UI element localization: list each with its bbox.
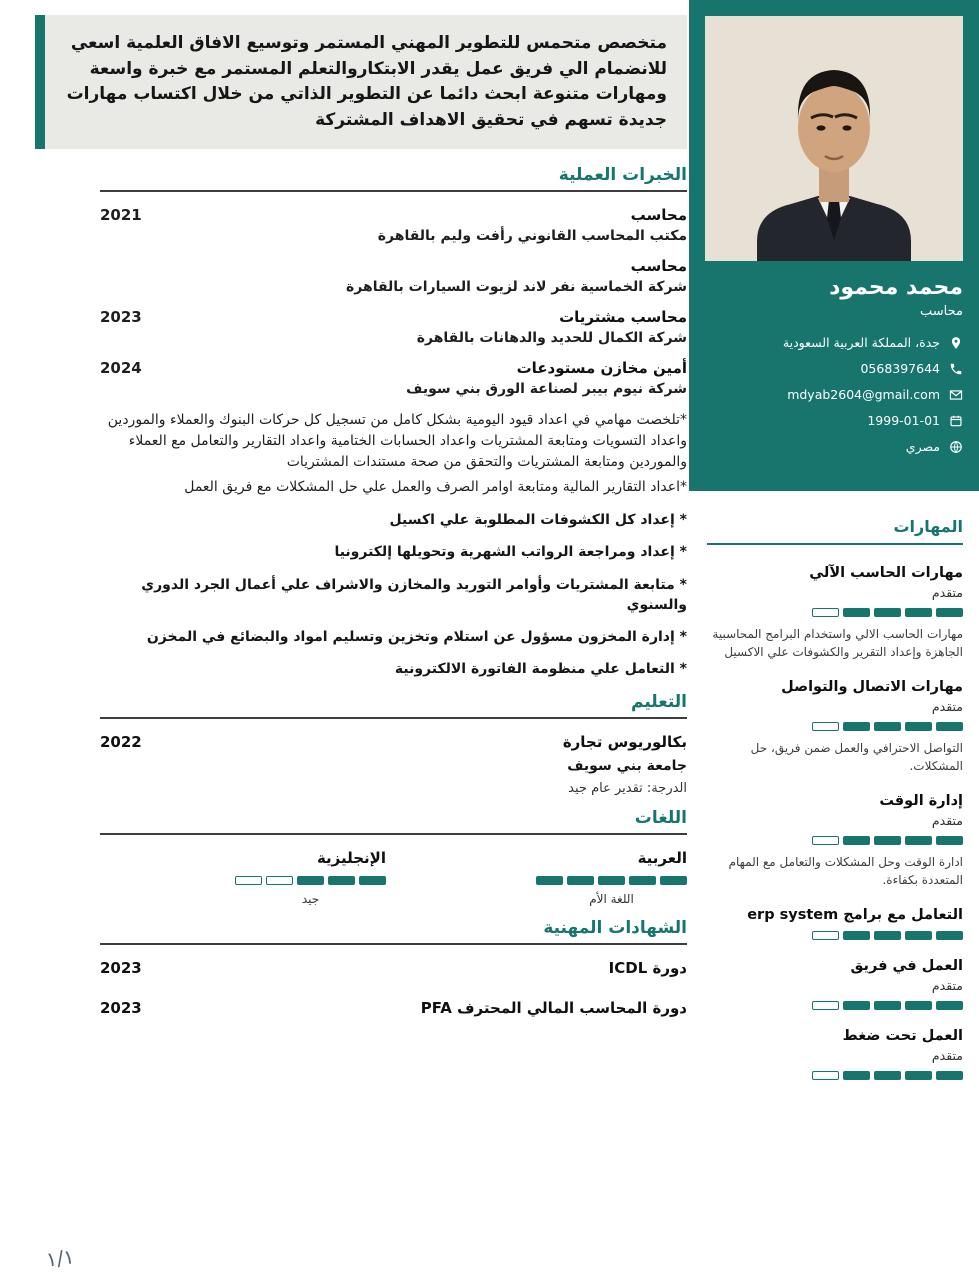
section-divider — [100, 943, 687, 945]
certificate-row — [100, 959, 687, 977]
education-header: التعليم — [631, 691, 687, 712]
phone-icon — [949, 362, 963, 376]
bullet-item: * إعداد ومراجعة الرواتب الشهرية وتحويلها إلكترونيا — [334, 544, 687, 561]
summary-accent-strip — [35, 15, 45, 149]
profile-photo — [705, 16, 963, 261]
person-name: محمد محمود — [829, 275, 963, 300]
skills-divider — [707, 543, 963, 545]
contact-birthdate-value: 1999-01-01 — [867, 413, 940, 428]
skill-item — [707, 793, 963, 889]
level-bar-segment — [660, 876, 687, 885]
main-content — [100, 165, 687, 1017]
skill-level-bar — [707, 1071, 963, 1080]
language-name: الإنجليزية — [316, 848, 386, 867]
level-bar-segment — [905, 1071, 932, 1080]
certificate-year: 2023 — [100, 958, 142, 977]
level-bar-segment — [905, 1001, 932, 1010]
job-company: شركة الخماسية نفر لاند لزيوت السيارات بالقاهرة — [346, 279, 687, 295]
page-number: ١/١ — [44, 1244, 76, 1272]
contact-email-value: mdyab2604@gmail.com — [787, 387, 940, 402]
level-bar-segment — [266, 876, 293, 885]
contact-birthdate — [705, 413, 963, 428]
skill-item — [707, 1028, 963, 1080]
job-title: محاسب — [630, 257, 687, 275]
skill-level-bar — [707, 836, 963, 845]
skill-description: التواصل الاحترافي والعمل ضمن فريق، حل المشكلات. — [750, 741, 963, 773]
level-bar-segment — [843, 836, 870, 845]
education-row — [100, 733, 687, 751]
level-bar-segment — [936, 722, 963, 731]
job-entry — [100, 359, 687, 397]
contact-email — [705, 387, 963, 402]
skill-name: إدارة الوقت — [879, 793, 963, 809]
level-bar-segment — [812, 722, 839, 731]
level-bar-segment — [936, 608, 963, 617]
education-section — [100, 692, 687, 796]
job-row — [100, 308, 687, 326]
level-bar-segment — [905, 836, 932, 845]
skill-level-bar — [707, 931, 963, 940]
skill-name: العمل في فريق — [850, 958, 963, 974]
level-bar-segment — [874, 1071, 901, 1080]
contact-location — [705, 335, 963, 350]
skills-panel — [689, 491, 979, 1080]
skill-item — [707, 907, 963, 940]
skill-description: مهارات الحاسب الالي واستخدام البرامج المحاسبية الجاهزة وإعداد التقرير والكشوفات علي الاكسيل — [712, 627, 963, 659]
job-title: محاسب مشتريات — [559, 308, 687, 326]
level-bar-segment — [905, 608, 932, 617]
languages-row — [100, 849, 687, 906]
email-icon — [949, 388, 963, 402]
job-row — [100, 257, 687, 275]
skill-item — [707, 958, 963, 1010]
section-divider — [100, 833, 687, 835]
profile-photo-illustration — [705, 16, 963, 261]
experience-details: *اعداد التقارير المالية ومتابعة اوامر الصرف والعمل علي حل المشكلات مع فريق العمل — [184, 479, 687, 495]
job-row — [100, 206, 687, 224]
certificate-name: دورة المحاسب المالي المحترف PFA — [420, 998, 687, 1017]
sidebar — [689, 0, 979, 1280]
education-degree: بكالوريوس تجارة — [562, 732, 687, 751]
level-bar-segment — [567, 876, 594, 885]
education-grade: الدرجة: تقدير عام جيد — [568, 780, 687, 796]
language-note: اللغة الأم — [589, 891, 634, 906]
job-year: 2023 — [100, 308, 142, 326]
job-title: أمين مخازن مستودعات — [516, 359, 687, 377]
level-bar-segment — [812, 931, 839, 940]
level-bar-segment — [843, 1001, 870, 1010]
level-bar-segment — [297, 876, 324, 885]
skills-header: المهارات — [893, 517, 963, 536]
person-job-title: محاسب — [920, 304, 963, 319]
level-bar-segment — [812, 1071, 839, 1080]
level-bar-segment — [235, 876, 262, 885]
contact-list — [705, 335, 963, 454]
contact-phone-value: 0568397644 — [860, 361, 940, 376]
level-bar-segment — [874, 1001, 901, 1010]
skill-item — [707, 565, 963, 661]
level-bar-segment — [629, 876, 656, 885]
level-bar-segment — [843, 722, 870, 731]
level-bar-segment — [812, 836, 839, 845]
bullet-item: * التعامل علي منظومة الفاتورة الالكترونية — [394, 661, 687, 678]
contact-nationality — [705, 439, 963, 454]
certificate-name: دورة ICDL — [608, 958, 687, 977]
language-name: العربية — [637, 848, 687, 867]
job-entry — [100, 308, 687, 346]
bullet-item: * إدارة المخزون مسؤول عن استلام وتخزين وتسليم امواد والبضائع في المخزن — [146, 629, 687, 646]
skill-name: مهارات الاتصال والتواصل — [781, 679, 963, 695]
skill-name: مهارات الحاسب الآلي — [809, 565, 963, 581]
languages-section — [100, 808, 687, 906]
job-company: مكتب المحاسب القانوني رأفت وليم بالقاهرة — [377, 228, 687, 244]
level-bar-segment — [905, 722, 932, 731]
level-bar-segment — [843, 931, 870, 940]
bullet-item: * إعداد كل الكشوفات المطلوبة علي اكسيل — [389, 512, 687, 528]
certificate-row — [100, 999, 687, 1017]
job-year: 2021 — [100, 206, 142, 224]
level-bar-segment — [936, 836, 963, 845]
skill-level-label: متقدم — [931, 1048, 963, 1063]
job-entry — [100, 257, 687, 295]
language-note: جيد — [301, 891, 320, 906]
language-item — [536, 849, 687, 906]
job-company: شركة نيوم بيبر لصناعة الورق بني سويف — [406, 381, 687, 397]
summary-text: متخصص متحمس للتطوير المهني المستمر وتوسيع الافاق العلمية اسعي للانضمام الي فريق عمل يقدر الابتكاروالتعلم المستمر مع خبرة واسعة ومهارات متنوعة ابحث دائما عن التطوير الذاتي من خلال اكتساب مهارات جديدة تسهم في تحقيق الاهداف المشتركة — [66, 33, 667, 130]
level-bar-segment — [598, 876, 625, 885]
experience-bullets — [100, 510, 687, 680]
level-bar-segment — [874, 722, 901, 731]
level-bar-segment — [843, 1071, 870, 1080]
contact-location-value: جدة، المملكة العربية السعودية — [782, 335, 940, 350]
level-bar-segment — [905, 931, 932, 940]
skill-level-label: متقدم — [931, 585, 963, 600]
skill-level-bar — [707, 608, 963, 617]
level-bar-segment — [812, 1001, 839, 1010]
level-bar-segment — [874, 931, 901, 940]
skill-level-bar — [707, 722, 963, 731]
experience-details: *تلخصت مهامي في اعداد قيود اليومية بشكل كامل من تسجيل كل حركات البنوك والعملاء والموردين واعداد التسويات ومتابعة المشتريات واعداد الحسابات الختامية واعداد التقارير والتعامل مع العملاء والموردين ومتابعة المشتريات والتحقق من صحة مستندات المشتريات — [107, 412, 687, 470]
experience-section — [100, 165, 687, 680]
skill-level-label: متقدم — [931, 978, 963, 993]
location-icon — [949, 336, 963, 350]
level-bar-segment — [843, 608, 870, 617]
level-bar-segment — [359, 876, 386, 885]
job-row — [100, 359, 687, 377]
level-bar-segment — [536, 876, 563, 885]
language-item — [235, 849, 386, 906]
job-title: محاسب — [630, 206, 687, 224]
section-divider — [100, 190, 687, 192]
summary-box — [35, 15, 687, 149]
skill-item — [707, 679, 963, 775]
level-bar-segment — [936, 1001, 963, 1010]
calendar-icon — [949, 414, 963, 428]
level-bar-segment — [812, 608, 839, 617]
section-divider — [100, 717, 687, 719]
job-company: شركة الكمال للحديد والدهانات بالقاهرة — [416, 330, 687, 346]
skill-level-label: متقدم — [931, 699, 963, 714]
sidebar-header-block — [689, 0, 979, 491]
level-bar-segment — [874, 836, 901, 845]
experience-header: الخبرات العملية — [558, 165, 687, 185]
contact-phone — [705, 361, 963, 376]
level-bar-segment — [936, 1071, 963, 1080]
bullet-item: * متابعة المشتريات وأوامر التوريد والمخازن والاشراف علي أعمال الجرد الدوري والسنوي — [141, 576, 687, 613]
level-bar-segment — [328, 876, 355, 885]
skill-name: التعامل مع برامج erp system — [747, 907, 963, 923]
level-bar-segment — [936, 931, 963, 940]
language-level-bar — [235, 876, 386, 885]
certificate-year: 2023 — [100, 998, 142, 1017]
language-level-bar — [536, 876, 687, 885]
contact-nationality-value: مصري — [905, 439, 940, 454]
job-entry — [100, 206, 687, 244]
languages-header: اللغات — [634, 807, 687, 828]
job-year: 2024 — [100, 359, 142, 377]
certificates-section — [100, 918, 687, 1017]
certificates-header: الشهادات المهنية — [543, 917, 687, 938]
skill-name: العمل تحت ضغط — [842, 1028, 963, 1044]
education-year: 2022 — [100, 732, 142, 751]
level-bar-segment — [874, 608, 901, 617]
globe-icon — [949, 440, 963, 454]
skill-level-bar — [707, 1001, 963, 1010]
skill-description: ادارة الوقت وحل المشكلات والتعامل مع المهام المتعددة بكفاءة. — [728, 855, 963, 887]
skill-level-label: متقدم — [931, 813, 963, 828]
education-school: جامعة بني سويف — [567, 757, 687, 774]
